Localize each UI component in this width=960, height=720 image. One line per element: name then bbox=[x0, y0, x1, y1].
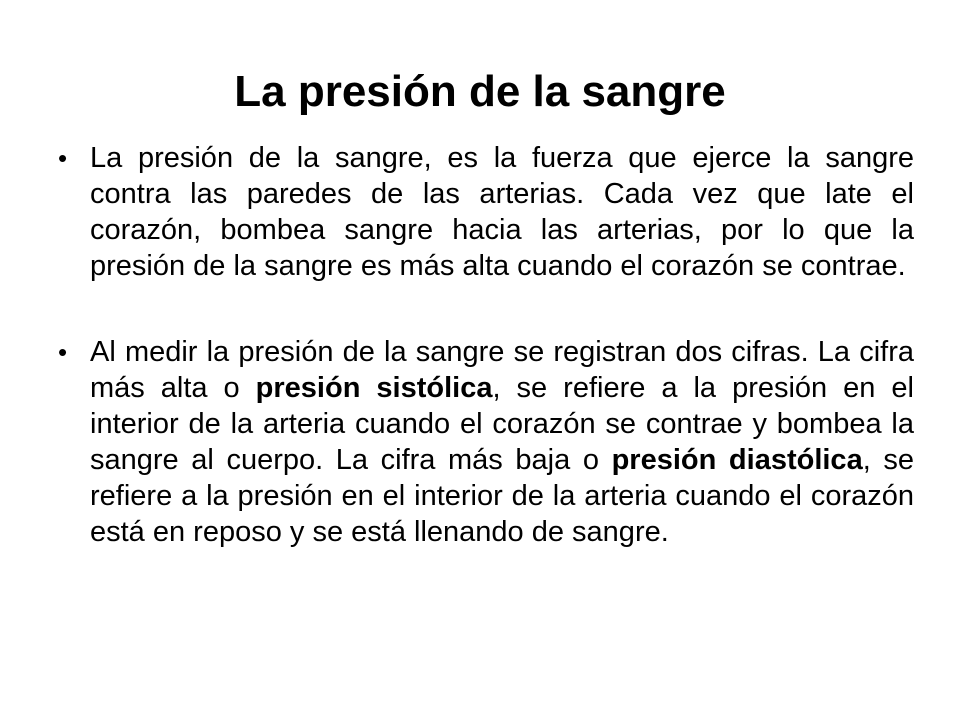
diastolic-term: presión diastólica bbox=[611, 444, 863, 476]
bullet-list bbox=[58, 140, 914, 550]
bullet-text-definition: La presión de la sangre, es la fuerza que ejerce la sangre contra las paredes de las arterias. Cada vez que late el corazón, bombea sangre hacia las arterias, por lo que la presión de la sangre es más alta cuando el corazón se contrae. bbox=[90, 142, 914, 282]
bullet-text-measurement bbox=[90, 334, 914, 550]
bullet-item-measurement bbox=[58, 334, 914, 550]
systolic-term: presión sistólica bbox=[255, 372, 493, 404]
bullet-item-definition bbox=[58, 140, 914, 284]
bullet-text-part-1: Al medir la presión de la sangre se registran dos cifras. La cifra más alta o bbox=[90, 336, 914, 404]
bullet-dot-icon: • bbox=[58, 337, 68, 367]
slide-title: La presión de la sangre bbox=[234, 67, 726, 116]
bullet-dot-icon: • bbox=[58, 143, 68, 173]
bullet-text-part-2: , se refiere a la presión en el interior de la arteria cuando el corazón se contrae y bombea la sangre al cuerpo. La cifra más baja o bbox=[90, 372, 915, 476]
bullet-text-part-3: , se refiere a la presión en el interior de la arteria cuando el corazón está en reposo y se está llenando de sangre. bbox=[90, 444, 914, 548]
